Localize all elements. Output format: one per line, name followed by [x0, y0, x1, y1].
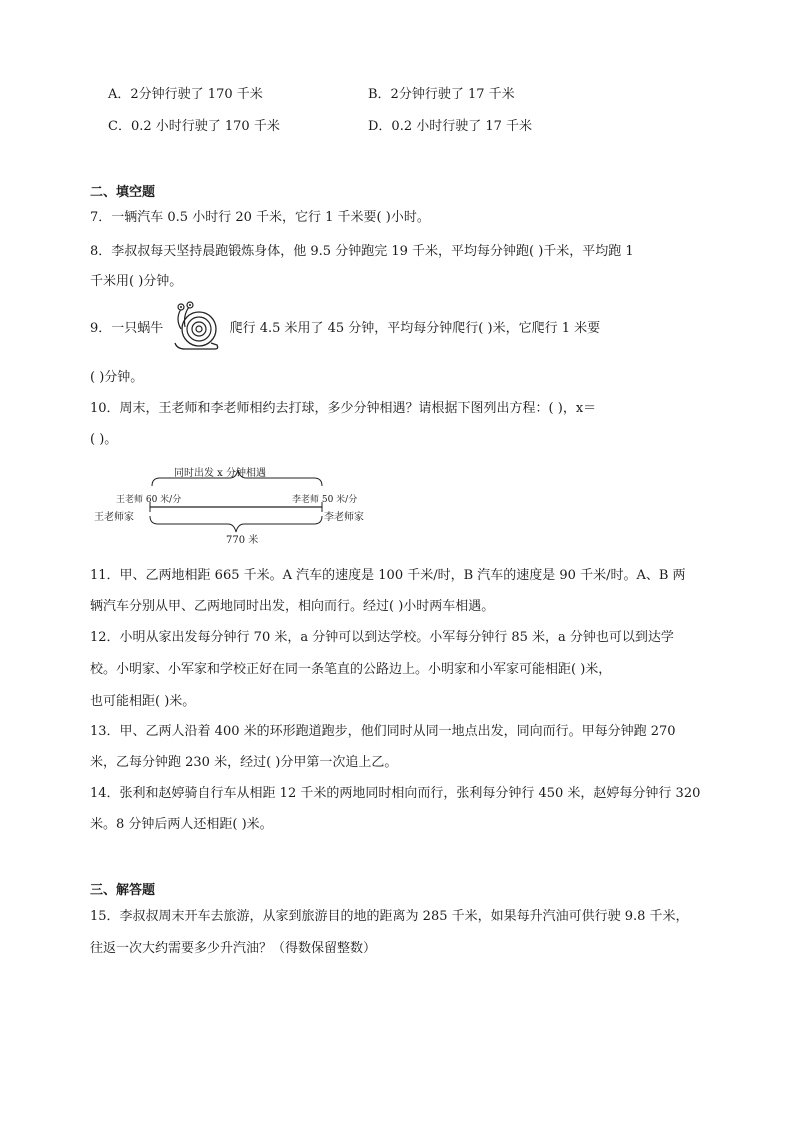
snail-icon	[171, 299, 223, 355]
question-11-line-2: 辆汽车分别从甲、乙两地同时出发，相向而行。经过( )小时两车相遇。	[90, 599, 495, 614]
option-d: D．0.2 小时行驶了 17 千米	[368, 119, 533, 134]
question-8-line-2: 千米用( )分钟。	[90, 274, 183, 289]
option-a: A．2分钟行驶了 170 千米	[108, 87, 263, 102]
question-8-line-1: 8．李叔叔每天坚持晨跑锻炼身体，他 9.5 分钟跑完 19 千米，平均每分钟跑( )千米，平均跑 1	[90, 244, 634, 259]
question-13-line-1: 13．甲、乙两人沿着 400 米的环形跑道跑步，他们同时从同一地点出发，同向而行。甲每分钟跑 270	[90, 724, 676, 739]
question-14-line-2: 米。8 分钟后两人还相距( )米。	[90, 817, 273, 832]
diagram-distance: 770 米	[226, 535, 259, 546]
diagram-left-speed: 王老师 60 米/分	[116, 495, 182, 505]
question-10-line-1: 10．周末，王老师和李老师相约去打球，多少分钟相遇？请根据下图列出方程：( )，x＝	[90, 401, 597, 416]
option-c: C．0.2 小时行驶了 170 千米	[108, 119, 280, 134]
question-12-line-3: 也可能相距( )米。	[90, 694, 196, 709]
question-9-line-2: ( )分钟。	[90, 370, 144, 385]
question-12-line-1: 12．小明从家出发每分钟行 70 米，a 分钟可以到达学校。小军每分钟行 85 米，a 分钟也可以到达学	[90, 630, 674, 645]
diagram-left-home: 王老师家	[94, 512, 134, 523]
question-9-start: 9．一只蜗牛	[90, 321, 164, 336]
question-14-line-1: 14．张利和赵婷骑自行车从相距 12 千米的两地同时相向而行，张利每分钟行 450 米，赵婷每分钟行 320	[90, 786, 701, 801]
question-12-line-2: 校。小明家、小军家和学校正好在同一条笔直的公路边上。小明家和小军家可能相距( )米，	[90, 662, 612, 677]
question-11-line-1: 11．甲、乙两地相距 665 千米。A 汽车的速度是 100 千米/时，B 汽车的速度是 90 千米/时。A、B 两	[90, 568, 686, 583]
meeting-diagram	[80, 458, 400, 546]
section-heading-fill-in: 二、填空题	[90, 185, 156, 200]
question-9-end: 爬行 4.5 米用了 45 分钟，平均每分钟爬行( )米，它爬行 1 米要	[229, 321, 601, 336]
question-13-line-2: 米，乙每分钟跑 230 米，经过( )分甲第一次追上乙。	[90, 755, 398, 770]
question-7: 7．一辆汽车 0.5 小时行 20 千米，它行 1 千米要( )小时。	[90, 210, 430, 225]
question-9-line-1	[90, 317, 600, 336]
section-heading-answer: 三、解答题	[90, 883, 156, 898]
diagram-top-label: 同时出发 x 分钟相遇	[174, 468, 266, 479]
question-15-line-2: 往返一次大约需要多少升汽油？（得数保留整数）	[90, 941, 377, 956]
option-b: B．2分钟行驶了 17 千米	[368, 87, 515, 102]
diagram-right-speed: 李老师 50 米/分	[292, 495, 358, 505]
question-15-line-1: 15．李叔叔周末开车去旅游，从家到旅游目的地的距离为 285 千米，如果每升汽油可供行驶 9.8 千米，	[90, 909, 689, 924]
diagram-right-home: 李老师家	[324, 512, 364, 523]
question-10-line-2: ( )。	[90, 432, 118, 447]
